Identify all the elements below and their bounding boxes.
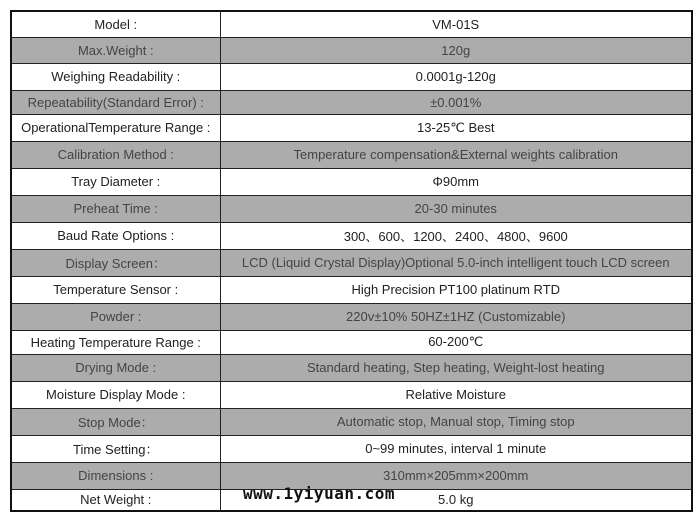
spec-label: OperationalTemperature Range : <box>11 114 220 141</box>
spec-label: Display Screen： <box>11 249 220 276</box>
spec-row <box>11 63 692 90</box>
spec-row <box>11 381 692 408</box>
spec-label: Tray Diameter : <box>11 168 220 195</box>
spec-label: Heating Temperature Range : <box>11 330 220 354</box>
spec-label: Stop Mode： <box>11 408 220 435</box>
spec-row <box>11 90 692 114</box>
spec-row <box>11 195 692 222</box>
spec-label: Baud Rate Options : <box>11 222 220 249</box>
spec-value: High Precision PT100 platinum RTD <box>220 276 692 303</box>
spec-value: Φ90mm <box>220 168 692 195</box>
spec-row <box>11 330 692 354</box>
spec-value: 20-30 minutes <box>220 195 692 222</box>
spec-value: 0~99 minutes, interval 1 minute <box>220 435 692 462</box>
spec-label: Time Setting： <box>11 435 220 462</box>
spec-label: Max.Weight : <box>11 37 220 63</box>
spec-row <box>11 168 692 195</box>
spec-row <box>11 462 692 489</box>
spec-row <box>11 276 692 303</box>
spec-row <box>11 37 692 63</box>
spec-value: 310mm×205mm×200mm <box>220 462 692 489</box>
spec-row <box>11 489 692 511</box>
spec-label: Net Weight : <box>11 489 220 511</box>
spec-value: 220v±10% 50HZ±1HZ (Customizable) <box>220 303 692 330</box>
spec-row <box>11 114 692 141</box>
spec-label: Repeatability(Standard Error) : <box>11 90 220 114</box>
spec-value: LCD (Liquid Crystal Display)Optional 5.0-inch intelligent touch LCD screen <box>220 249 692 276</box>
watermark: www.1yiyuan.com <box>243 484 395 503</box>
spec-value: 5.0 kg <box>220 489 692 511</box>
spec-value: 300、600、1200、2400、4800、9600 <box>220 222 692 249</box>
spec-label: Temperature Sensor : <box>11 276 220 303</box>
spec-table <box>10 10 693 512</box>
spec-value: 13-25℃ Best <box>220 114 692 141</box>
spec-label: Weighing Readability : <box>11 63 220 90</box>
spec-value: VM-01S <box>220 11 692 37</box>
spec-label: Preheat Time : <box>11 195 220 222</box>
spec-value: ±0.001% <box>220 90 692 114</box>
spec-row <box>11 249 692 276</box>
spec-row <box>11 408 692 435</box>
spec-table-body <box>11 11 692 511</box>
spec-value: 120g <box>220 37 692 63</box>
spec-value: Automatic stop, Manual stop, Timing stop <box>220 408 692 435</box>
spec-row <box>11 11 692 37</box>
spec-label: Drying Mode : <box>11 354 220 381</box>
spec-value: Standard heating, Step heating, Weight-lost heating <box>220 354 692 381</box>
spec-value: 0.0001g-120g <box>220 63 692 90</box>
spec-row <box>11 435 692 462</box>
spec-label: Calibration Method : <box>11 141 220 168</box>
spec-label: Powder : <box>11 303 220 330</box>
spec-row <box>11 222 692 249</box>
spec-value: Temperature compensation&External weights calibration <box>220 141 692 168</box>
spec-row <box>11 141 692 168</box>
spec-row <box>11 354 692 381</box>
spec-label: Model : <box>11 11 220 37</box>
spec-value: 60-200℃ <box>220 330 692 354</box>
spec-label: Dimensions : <box>11 462 220 489</box>
spec-label: Moisture Display Mode : <box>11 381 220 408</box>
spec-value: Relative Moisture <box>220 381 692 408</box>
spec-row <box>11 303 692 330</box>
